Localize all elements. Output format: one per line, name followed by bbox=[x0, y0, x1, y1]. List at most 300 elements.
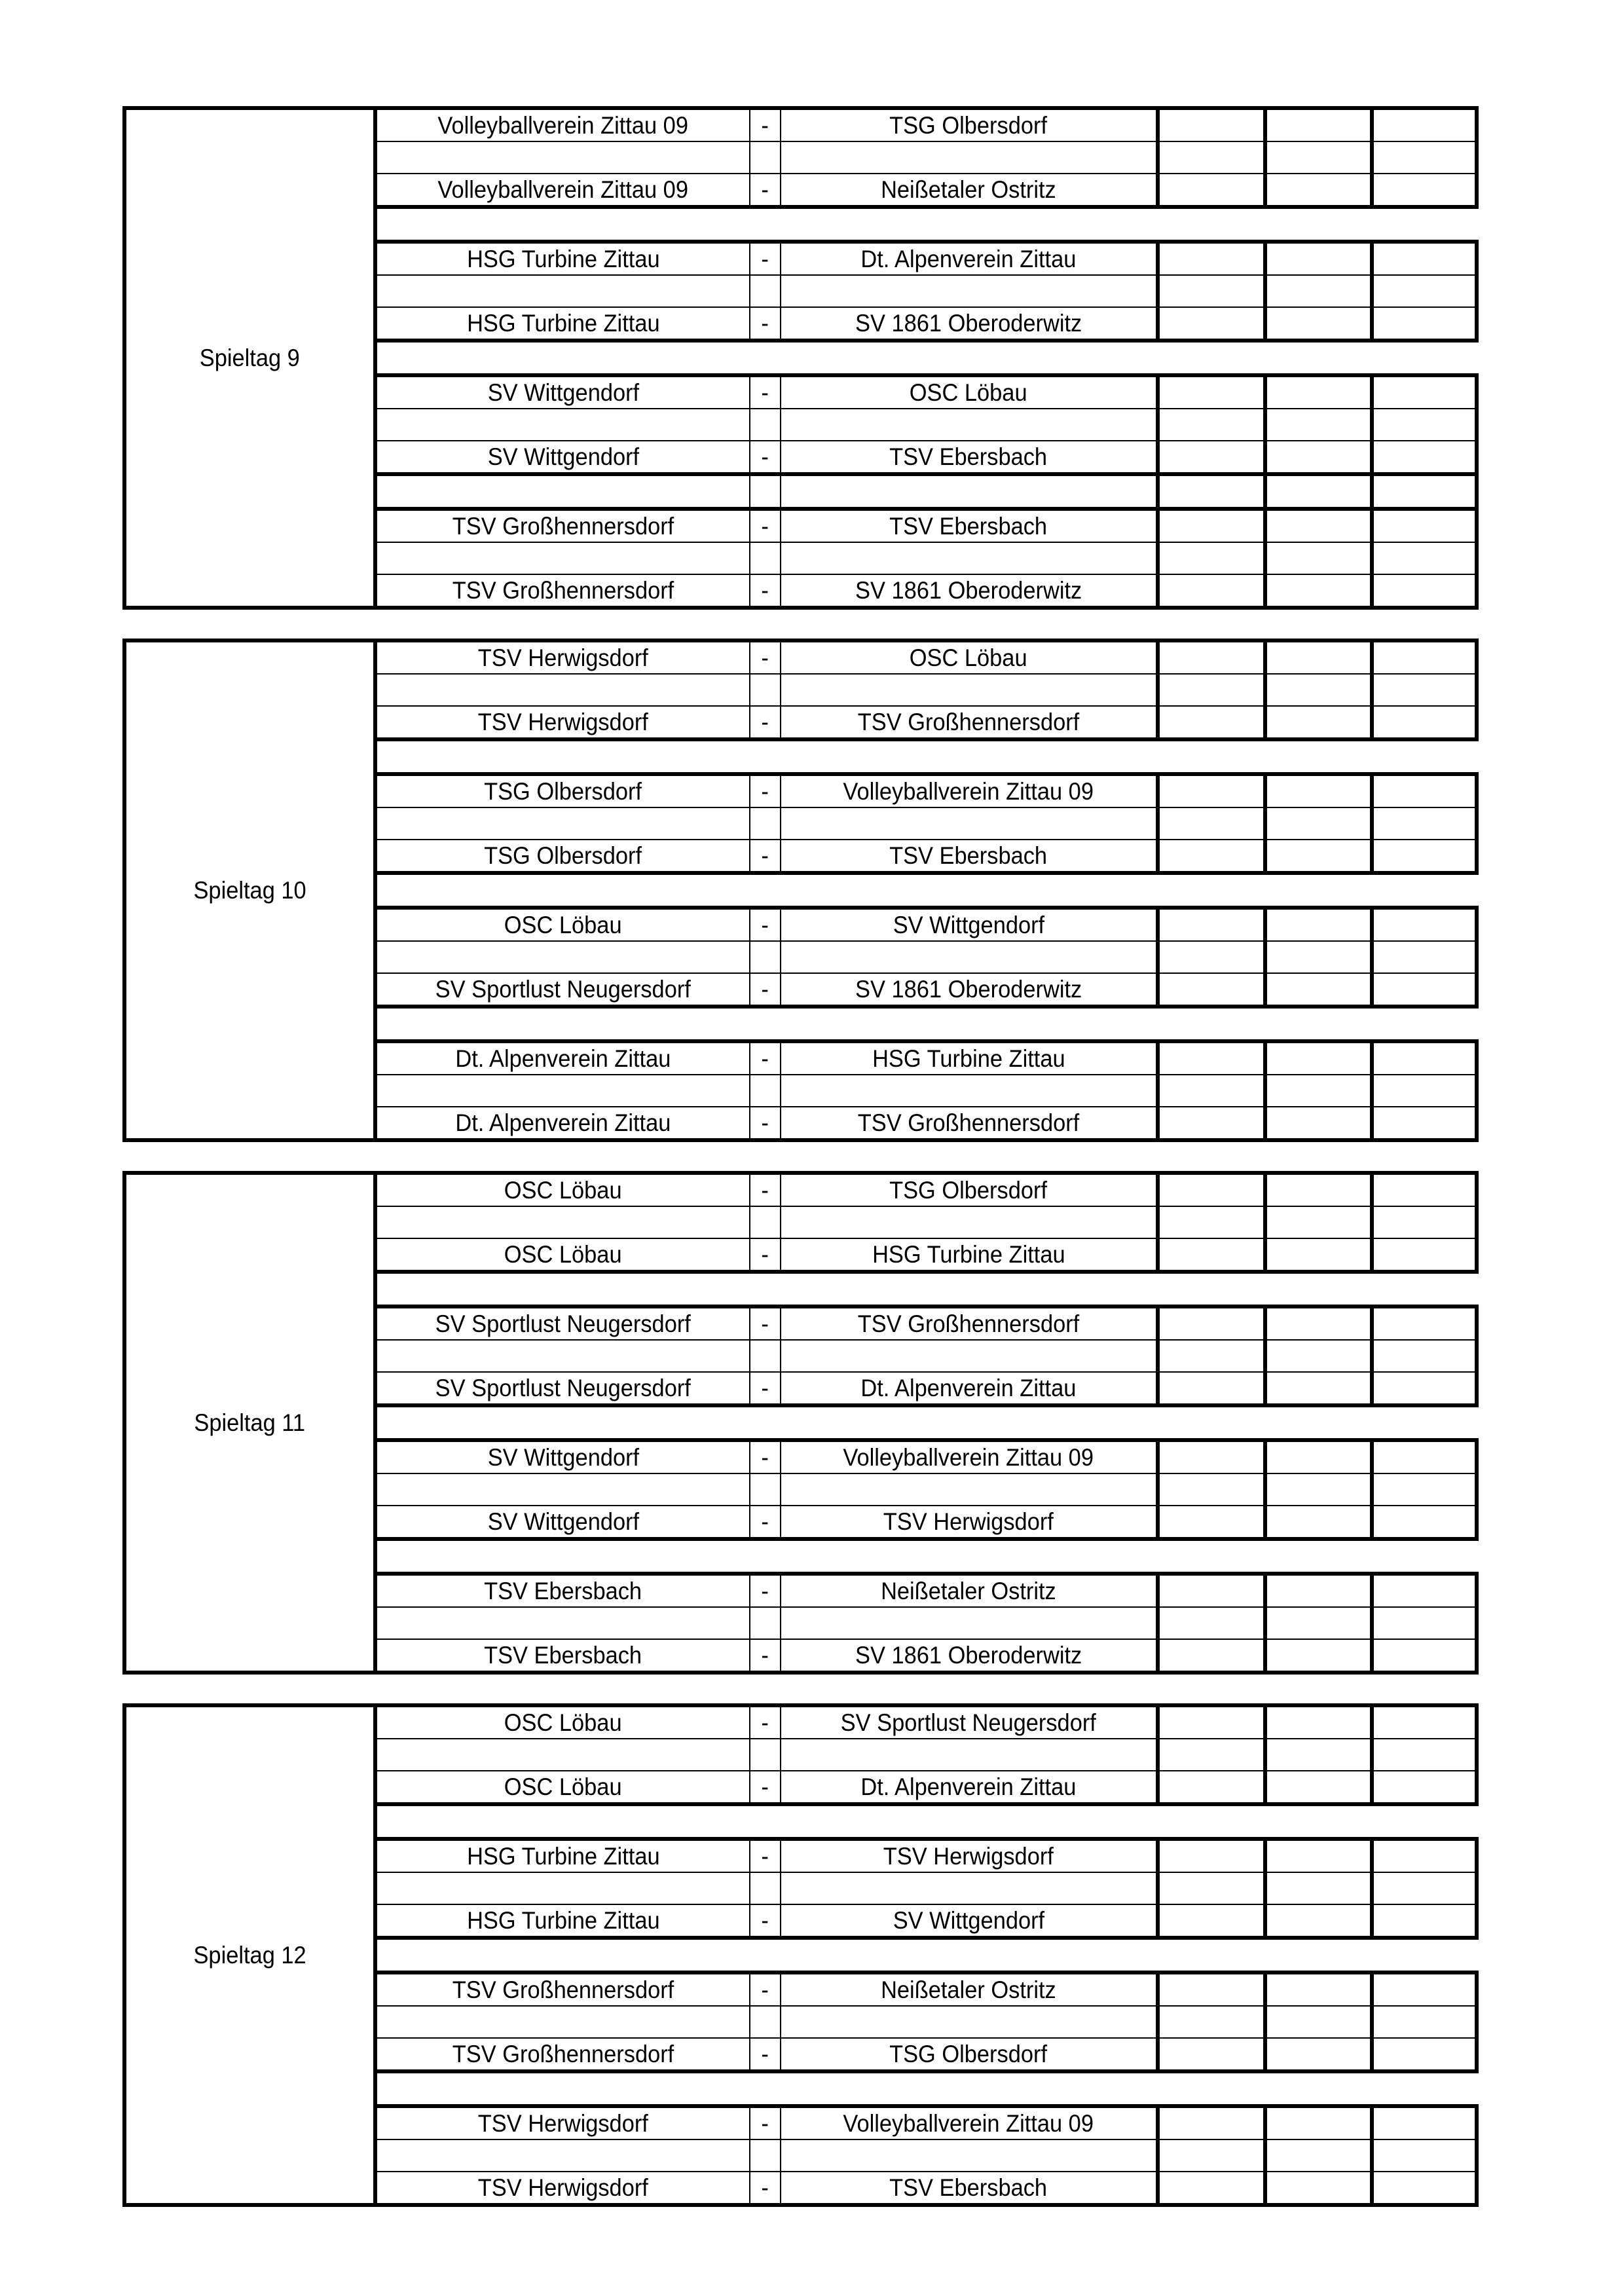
home-team-cell-text: TSV Großhennersdorf bbox=[452, 577, 674, 604]
result-cell bbox=[1158, 1839, 1265, 1872]
away-team-cell bbox=[781, 1839, 1158, 1872]
grid-gap-cell bbox=[1265, 474, 1372, 509]
empty-cell bbox=[781, 1607, 1158, 1639]
separator-cell bbox=[750, 973, 781, 1007]
away-team-cell bbox=[781, 1238, 1158, 1272]
separator-cell-text: - bbox=[761, 778, 769, 805]
separator-cell bbox=[750, 840, 781, 873]
blank-gap-cell bbox=[375, 1539, 1477, 1574]
away-team-cell bbox=[781, 1041, 1158, 1075]
result-cell bbox=[1158, 1173, 1265, 1206]
result-cell bbox=[1372, 1972, 1477, 2006]
home-team-cell bbox=[375, 2106, 750, 2139]
away-team-cell-text: SV 1861 Oberoderwitz bbox=[855, 577, 1082, 604]
empty-cell bbox=[375, 2139, 750, 2172]
result-cell bbox=[1265, 1705, 1372, 1739]
home-team-cell bbox=[375, 908, 750, 941]
home-team-cell bbox=[375, 640, 750, 674]
home-team-cell bbox=[375, 509, 750, 542]
separator-cell bbox=[750, 441, 781, 474]
match-row bbox=[124, 640, 1477, 674]
empty-cell bbox=[1158, 2006, 1265, 2038]
separator-cell bbox=[750, 908, 781, 941]
away-team-cell-text: TSV Ebersbach bbox=[889, 2174, 1048, 2201]
empty-cell bbox=[781, 2006, 1158, 2038]
empty-cell bbox=[750, 807, 781, 840]
empty-cell bbox=[1372, 674, 1477, 706]
empty-cell bbox=[781, 1206, 1158, 1238]
away-team-cell bbox=[781, 375, 1158, 409]
empty-cell bbox=[1265, 674, 1372, 706]
result-cell bbox=[1372, 1771, 1477, 1804]
separator-cell-text: - bbox=[761, 513, 769, 540]
grid-gap-cell bbox=[1372, 474, 1477, 509]
grid-gap-cell bbox=[781, 474, 1158, 509]
away-team-cell-text: Neißetaler Ostritz bbox=[881, 176, 1056, 203]
empty-cell bbox=[1372, 941, 1477, 973]
separator-cell bbox=[750, 108, 781, 141]
separator-cell bbox=[750, 375, 781, 409]
empty-cell bbox=[375, 1206, 750, 1238]
home-team-cell-text: HSG Turbine Zittau bbox=[466, 1843, 660, 1870]
empty-cell bbox=[750, 2006, 781, 2038]
result-cell bbox=[1265, 706, 1372, 739]
away-team-cell-text: TSG Olbersdorf bbox=[889, 2041, 1048, 2067]
home-team-cell-text: OSC Löbau bbox=[504, 1773, 622, 1800]
separator-cell-text: - bbox=[761, 1045, 769, 1072]
result-cell bbox=[1372, 2038, 1477, 2071]
empty-cell bbox=[375, 1473, 750, 1506]
away-team-cell bbox=[781, 174, 1158, 207]
result-cell bbox=[1372, 574, 1477, 608]
spieltag-label-text: Spieltag 11 bbox=[194, 1409, 306, 1436]
empty-cell bbox=[781, 1340, 1158, 1372]
blank-gap-cell bbox=[375, 1804, 1477, 1839]
result-cell bbox=[1158, 375, 1265, 409]
home-team-cell bbox=[375, 108, 750, 141]
match-row bbox=[124, 1705, 1477, 1739]
empty-cell bbox=[1158, 1340, 1265, 1372]
separator-cell bbox=[750, 1173, 781, 1206]
spieltag-label-text: Spieltag 10 bbox=[193, 877, 306, 904]
result-cell bbox=[1265, 1639, 1372, 1673]
result-cell bbox=[1158, 1372, 1265, 1405]
home-team-cell-text: SV Wittgendorf bbox=[487, 379, 639, 406]
separator-cell-text: - bbox=[761, 1709, 769, 1736]
spieltag-label-text: Spieltag 9 bbox=[199, 344, 301, 371]
spieltag-block-11 bbox=[122, 1171, 1479, 1675]
spieltag-block-12 bbox=[122, 1703, 1479, 2207]
empty-cell bbox=[1265, 2139, 1372, 2172]
result-cell bbox=[1265, 1173, 1372, 1206]
separator-cell bbox=[750, 574, 781, 608]
home-team-cell-text: Dt. Alpenverein Zittau bbox=[455, 1045, 671, 1072]
home-team-cell-text: TSV Ebersbach bbox=[484, 1642, 642, 1669]
result-cell bbox=[1265, 1107, 1372, 1140]
result-cell bbox=[1372, 1306, 1477, 1340]
home-team-cell-text: SV Sportlust Neugersdorf bbox=[435, 976, 692, 1003]
home-team-cell-text: TSV Großhennersdorf bbox=[452, 1976, 674, 2003]
away-team-cell-text: OSC Löbau bbox=[910, 379, 1027, 406]
empty-cell bbox=[375, 1872, 750, 1904]
separator-cell bbox=[750, 640, 781, 674]
result-cell bbox=[1372, 973, 1477, 1007]
away-team-cell-text: TSG Olbersdorf bbox=[889, 112, 1048, 139]
home-team-cell bbox=[375, 1904, 750, 1938]
empty-cell bbox=[375, 2006, 750, 2038]
away-team-cell bbox=[781, 706, 1158, 739]
empty-cell bbox=[750, 542, 781, 574]
result-cell bbox=[1158, 174, 1265, 207]
separator-cell bbox=[750, 1238, 781, 1272]
result-cell bbox=[1158, 574, 1265, 608]
away-team-cell bbox=[781, 1771, 1158, 1804]
separator-cell bbox=[750, 1705, 781, 1739]
home-team-cell-text: OSC Löbau bbox=[504, 1177, 622, 1204]
result-cell bbox=[1372, 774, 1477, 807]
result-cell bbox=[1372, 242, 1477, 275]
away-team-cell-text: Neißetaler Ostritz bbox=[881, 1578, 1056, 1604]
result-cell bbox=[1158, 441, 1265, 474]
home-team-cell-text: OSC Löbau bbox=[504, 1241, 622, 1268]
result-cell bbox=[1265, 108, 1372, 141]
separator-cell-text: - bbox=[761, 1578, 769, 1604]
result-cell bbox=[1265, 1506, 1372, 1539]
away-team-cell-text: TSV Herwigsdorf bbox=[883, 1843, 1054, 1870]
result-cell bbox=[1372, 1372, 1477, 1405]
separator-cell-text: - bbox=[761, 1241, 769, 1268]
away-team-cell bbox=[781, 307, 1158, 341]
empty-cell bbox=[750, 1075, 781, 1107]
result-cell bbox=[1265, 375, 1372, 409]
away-team-cell-text: TSV Herwigsdorf bbox=[883, 1508, 1054, 1535]
result-cell bbox=[1265, 1440, 1372, 1473]
result-cell bbox=[1372, 1107, 1477, 1140]
result-cell bbox=[1158, 706, 1265, 739]
result-cell bbox=[1372, 108, 1477, 141]
away-team-cell bbox=[781, 1904, 1158, 1938]
result-cell bbox=[1265, 242, 1372, 275]
home-team-cell-text: SV Wittgendorf bbox=[487, 1444, 639, 1471]
empty-cell bbox=[375, 275, 750, 307]
away-team-cell-text: OSC Löbau bbox=[910, 644, 1027, 671]
result-cell bbox=[1158, 908, 1265, 941]
spieltag-block-10 bbox=[122, 639, 1479, 1142]
separator-cell bbox=[750, 1306, 781, 1340]
home-team-cell-text: HSG Turbine Zittau bbox=[466, 1907, 660, 1934]
result-cell bbox=[1158, 973, 1265, 1007]
empty-cell bbox=[1265, 542, 1372, 574]
empty-cell bbox=[750, 1340, 781, 1372]
separator-cell-text: - bbox=[761, 112, 769, 139]
empty-cell bbox=[375, 807, 750, 840]
home-team-cell bbox=[375, 1639, 750, 1673]
empty-cell bbox=[1372, 1872, 1477, 1904]
home-team-cell bbox=[375, 1306, 750, 1340]
separator-cell-text: - bbox=[761, 246, 769, 272]
empty-cell bbox=[375, 141, 750, 174]
away-team-cell-text: SV 1861 Oberoderwitz bbox=[855, 310, 1082, 337]
empty-cell bbox=[1372, 1607, 1477, 1639]
home-team-cell bbox=[375, 441, 750, 474]
spieltag-block-9 bbox=[122, 106, 1479, 610]
result-cell bbox=[1372, 174, 1477, 207]
empty-cell bbox=[375, 941, 750, 973]
away-team-cell-text: SV Wittgendorf bbox=[893, 912, 1044, 938]
match-row bbox=[124, 1173, 1477, 1206]
empty-cell bbox=[375, 542, 750, 574]
separator-cell bbox=[750, 174, 781, 207]
home-team-cell bbox=[375, 1041, 750, 1075]
spieltag-label bbox=[124, 640, 375, 1140]
empty-cell bbox=[781, 941, 1158, 973]
home-team-cell-text: SV Sportlust Neugersdorf bbox=[435, 1375, 692, 1401]
result-cell bbox=[1265, 574, 1372, 608]
home-team-cell-text: TSV Großhennersdorf bbox=[452, 2041, 674, 2067]
empty-cell bbox=[375, 674, 750, 706]
result-cell bbox=[1158, 108, 1265, 141]
away-team-cell bbox=[781, 1440, 1158, 1473]
empty-cell bbox=[1372, 1739, 1477, 1771]
empty-cell bbox=[781, 141, 1158, 174]
empty-cell bbox=[1372, 542, 1477, 574]
separator-cell bbox=[750, 1440, 781, 1473]
away-team-cell-text: HSG Turbine Zittau bbox=[872, 1241, 1065, 1268]
separator-cell bbox=[750, 1771, 781, 1804]
separator-cell-text: - bbox=[761, 1843, 769, 1870]
result-cell bbox=[1372, 2172, 1477, 2205]
result-cell bbox=[1372, 840, 1477, 873]
result-cell bbox=[1158, 1771, 1265, 1804]
empty-cell bbox=[1372, 141, 1477, 174]
result-cell bbox=[1372, 1506, 1477, 1539]
separator-cell-text: - bbox=[761, 379, 769, 406]
home-team-cell-text: OSC Löbau bbox=[504, 1709, 622, 1736]
empty-cell bbox=[781, 2139, 1158, 2172]
separator-cell bbox=[750, 1574, 781, 1607]
separator-cell bbox=[750, 2172, 781, 2205]
home-team-cell-text: HSG Turbine Zittau bbox=[466, 310, 660, 337]
separator-cell bbox=[750, 307, 781, 341]
separator-cell-text: - bbox=[761, 1508, 769, 1535]
result-cell bbox=[1372, 908, 1477, 941]
separator-cell bbox=[750, 1041, 781, 1075]
home-team-cell bbox=[375, 1839, 750, 1872]
separator-cell bbox=[750, 1506, 781, 1539]
away-team-cell-text: Neißetaler Ostritz bbox=[881, 1976, 1056, 2003]
empty-cell bbox=[750, 941, 781, 973]
result-cell bbox=[1158, 509, 1265, 542]
separator-cell bbox=[750, 509, 781, 542]
empty-cell bbox=[1158, 542, 1265, 574]
result-cell bbox=[1158, 307, 1265, 341]
separator-cell-text: - bbox=[761, 2174, 769, 2201]
separator-cell-text: - bbox=[761, 443, 769, 470]
result-cell bbox=[1372, 1639, 1477, 1673]
result-cell bbox=[1265, 174, 1372, 207]
empty-cell bbox=[1158, 674, 1265, 706]
result-cell bbox=[1372, 1041, 1477, 1075]
result-cell bbox=[1372, 1904, 1477, 1938]
empty-cell bbox=[1158, 409, 1265, 441]
result-cell bbox=[1372, 509, 1477, 542]
result-cell bbox=[1372, 706, 1477, 739]
result-cell bbox=[1158, 1705, 1265, 1739]
grid-gap-cell bbox=[375, 474, 750, 509]
empty-cell bbox=[1265, 1340, 1372, 1372]
result-cell bbox=[1158, 242, 1265, 275]
result-cell bbox=[1372, 1440, 1477, 1473]
result-cell bbox=[1265, 774, 1372, 807]
result-cell bbox=[1372, 2106, 1477, 2139]
result-cell bbox=[1265, 307, 1372, 341]
result-cell bbox=[1158, 1107, 1265, 1140]
home-team-cell-text: TSV Großhennersdorf bbox=[452, 513, 674, 540]
away-team-cell bbox=[781, 840, 1158, 873]
home-team-cell bbox=[375, 2172, 750, 2205]
home-team-cell-text: TSG Olbersdorf bbox=[484, 778, 642, 805]
empty-cell bbox=[375, 1739, 750, 1771]
result-cell bbox=[1158, 1041, 1265, 1075]
result-cell bbox=[1158, 1440, 1265, 1473]
away-team-cell bbox=[781, 1705, 1158, 1739]
empty-cell bbox=[1372, 1206, 1477, 1238]
away-team-cell bbox=[781, 1639, 1158, 1673]
empty-cell bbox=[781, 674, 1158, 706]
result-cell bbox=[1265, 1839, 1372, 1872]
empty-cell bbox=[1372, 275, 1477, 307]
empty-cell bbox=[1265, 807, 1372, 840]
result-cell bbox=[1158, 2172, 1265, 2205]
spieltag-label-text: Spieltag 12 bbox=[193, 1942, 306, 1969]
result-cell bbox=[1265, 973, 1372, 1007]
empty-cell bbox=[375, 1075, 750, 1107]
away-team-cell-text: SV Wittgendorf bbox=[893, 1907, 1044, 1934]
separator-cell-text: - bbox=[761, 176, 769, 203]
away-team-cell bbox=[781, 973, 1158, 1007]
home-team-cell bbox=[375, 307, 750, 341]
result-cell bbox=[1372, 307, 1477, 341]
away-team-cell bbox=[781, 1506, 1158, 1539]
empty-cell bbox=[375, 1607, 750, 1639]
home-team-cell bbox=[375, 1173, 750, 1206]
empty-cell bbox=[1158, 807, 1265, 840]
home-team-cell bbox=[375, 1972, 750, 2006]
result-cell bbox=[1372, 1705, 1477, 1739]
result-cell bbox=[1265, 1574, 1372, 1607]
result-cell bbox=[1158, 1238, 1265, 1272]
separator-cell bbox=[750, 774, 781, 807]
empty-cell bbox=[1372, 2006, 1477, 2038]
spieltag-label bbox=[124, 1173, 375, 1673]
empty-cell bbox=[781, 542, 1158, 574]
empty-cell bbox=[1158, 941, 1265, 973]
result-cell bbox=[1265, 1771, 1372, 1804]
home-team-cell-text: Volleyballverein Zittau 09 bbox=[437, 112, 689, 139]
away-team-cell-text: TSV Großhennersdorf bbox=[857, 1310, 1080, 1337]
away-team-cell-text: SV 1861 Oberoderwitz bbox=[855, 1642, 1082, 1669]
separator-cell bbox=[750, 1904, 781, 1938]
result-cell bbox=[1265, 840, 1372, 873]
grid-gap-cell bbox=[750, 474, 781, 509]
blank-gap-cell bbox=[375, 739, 1477, 774]
empty-cell bbox=[1265, 941, 1372, 973]
away-team-cell bbox=[781, 1372, 1158, 1405]
result-cell bbox=[1265, 1041, 1372, 1075]
empty-cell bbox=[1265, 141, 1372, 174]
result-cell bbox=[1158, 774, 1265, 807]
away-team-cell-text: TSV Ebersbach bbox=[889, 842, 1048, 869]
separator-cell bbox=[750, 2038, 781, 2071]
home-team-cell bbox=[375, 1238, 750, 1272]
blank-gap-cell bbox=[375, 207, 1477, 242]
empty-cell bbox=[1158, 1075, 1265, 1107]
separator-cell-text: - bbox=[761, 1109, 769, 1136]
away-team-cell-text: TSV Ebersbach bbox=[889, 513, 1048, 540]
empty-cell bbox=[1372, 1075, 1477, 1107]
result-cell bbox=[1158, 1306, 1265, 1340]
empty-cell bbox=[750, 1206, 781, 1238]
home-team-cell bbox=[375, 1506, 750, 1539]
result-cell bbox=[1158, 1972, 1265, 2006]
result-cell bbox=[1372, 640, 1477, 674]
away-team-cell-text: TSV Großhennersdorf bbox=[857, 709, 1080, 735]
empty-cell bbox=[1158, 275, 1265, 307]
empty-cell bbox=[1265, 1473, 1372, 1506]
result-cell bbox=[1372, 1839, 1477, 1872]
separator-cell-text: - bbox=[761, 1642, 769, 1669]
result-cell bbox=[1372, 1173, 1477, 1206]
empty-cell bbox=[375, 409, 750, 441]
home-team-cell bbox=[375, 1771, 750, 1804]
empty-cell bbox=[750, 674, 781, 706]
empty-cell bbox=[781, 1739, 1158, 1771]
empty-cell bbox=[1158, 2139, 1265, 2172]
blank-gap-cell bbox=[375, 341, 1477, 375]
result-cell bbox=[1265, 2172, 1372, 2205]
separator-cell bbox=[750, 242, 781, 275]
away-team-cell-text: Dt. Alpenverein Zittau bbox=[860, 246, 1077, 272]
result-cell bbox=[1158, 1639, 1265, 1673]
home-team-cell-text: TSV Herwigsdorf bbox=[477, 2174, 649, 2201]
empty-cell bbox=[750, 409, 781, 441]
away-team-cell-text: SV 1861 Oberoderwitz bbox=[855, 976, 1082, 1003]
empty-cell bbox=[1265, 2006, 1372, 2038]
blank-gap-cell bbox=[375, 1007, 1477, 1041]
home-team-cell-text: Dt. Alpenverein Zittau bbox=[455, 1109, 671, 1136]
separator-cell-text: - bbox=[761, 2110, 769, 2137]
away-team-cell-text: Dt. Alpenverein Zittau bbox=[860, 1773, 1077, 1800]
result-cell bbox=[1265, 1238, 1372, 1272]
away-team-cell bbox=[781, 1972, 1158, 2006]
match-row bbox=[124, 108, 1477, 141]
empty-cell bbox=[750, 2139, 781, 2172]
result-cell bbox=[1158, 840, 1265, 873]
empty-cell bbox=[375, 1340, 750, 1372]
away-team-cell-text: Dt. Alpenverein Zittau bbox=[860, 1375, 1077, 1401]
empty-cell bbox=[1372, 2139, 1477, 2172]
away-team-cell bbox=[781, 441, 1158, 474]
away-team-cell-text: Volleyballverein Zittau 09 bbox=[843, 2110, 1094, 2137]
separator-cell-text: - bbox=[761, 1907, 769, 1934]
blank-gap-cell bbox=[375, 1272, 1477, 1306]
home-team-cell bbox=[375, 706, 750, 739]
separator-cell-text: - bbox=[761, 1310, 769, 1337]
result-cell bbox=[1265, 1306, 1372, 1340]
result-cell bbox=[1158, 2038, 1265, 2071]
result-cell bbox=[1158, 1904, 1265, 1938]
empty-cell bbox=[1265, 1607, 1372, 1639]
